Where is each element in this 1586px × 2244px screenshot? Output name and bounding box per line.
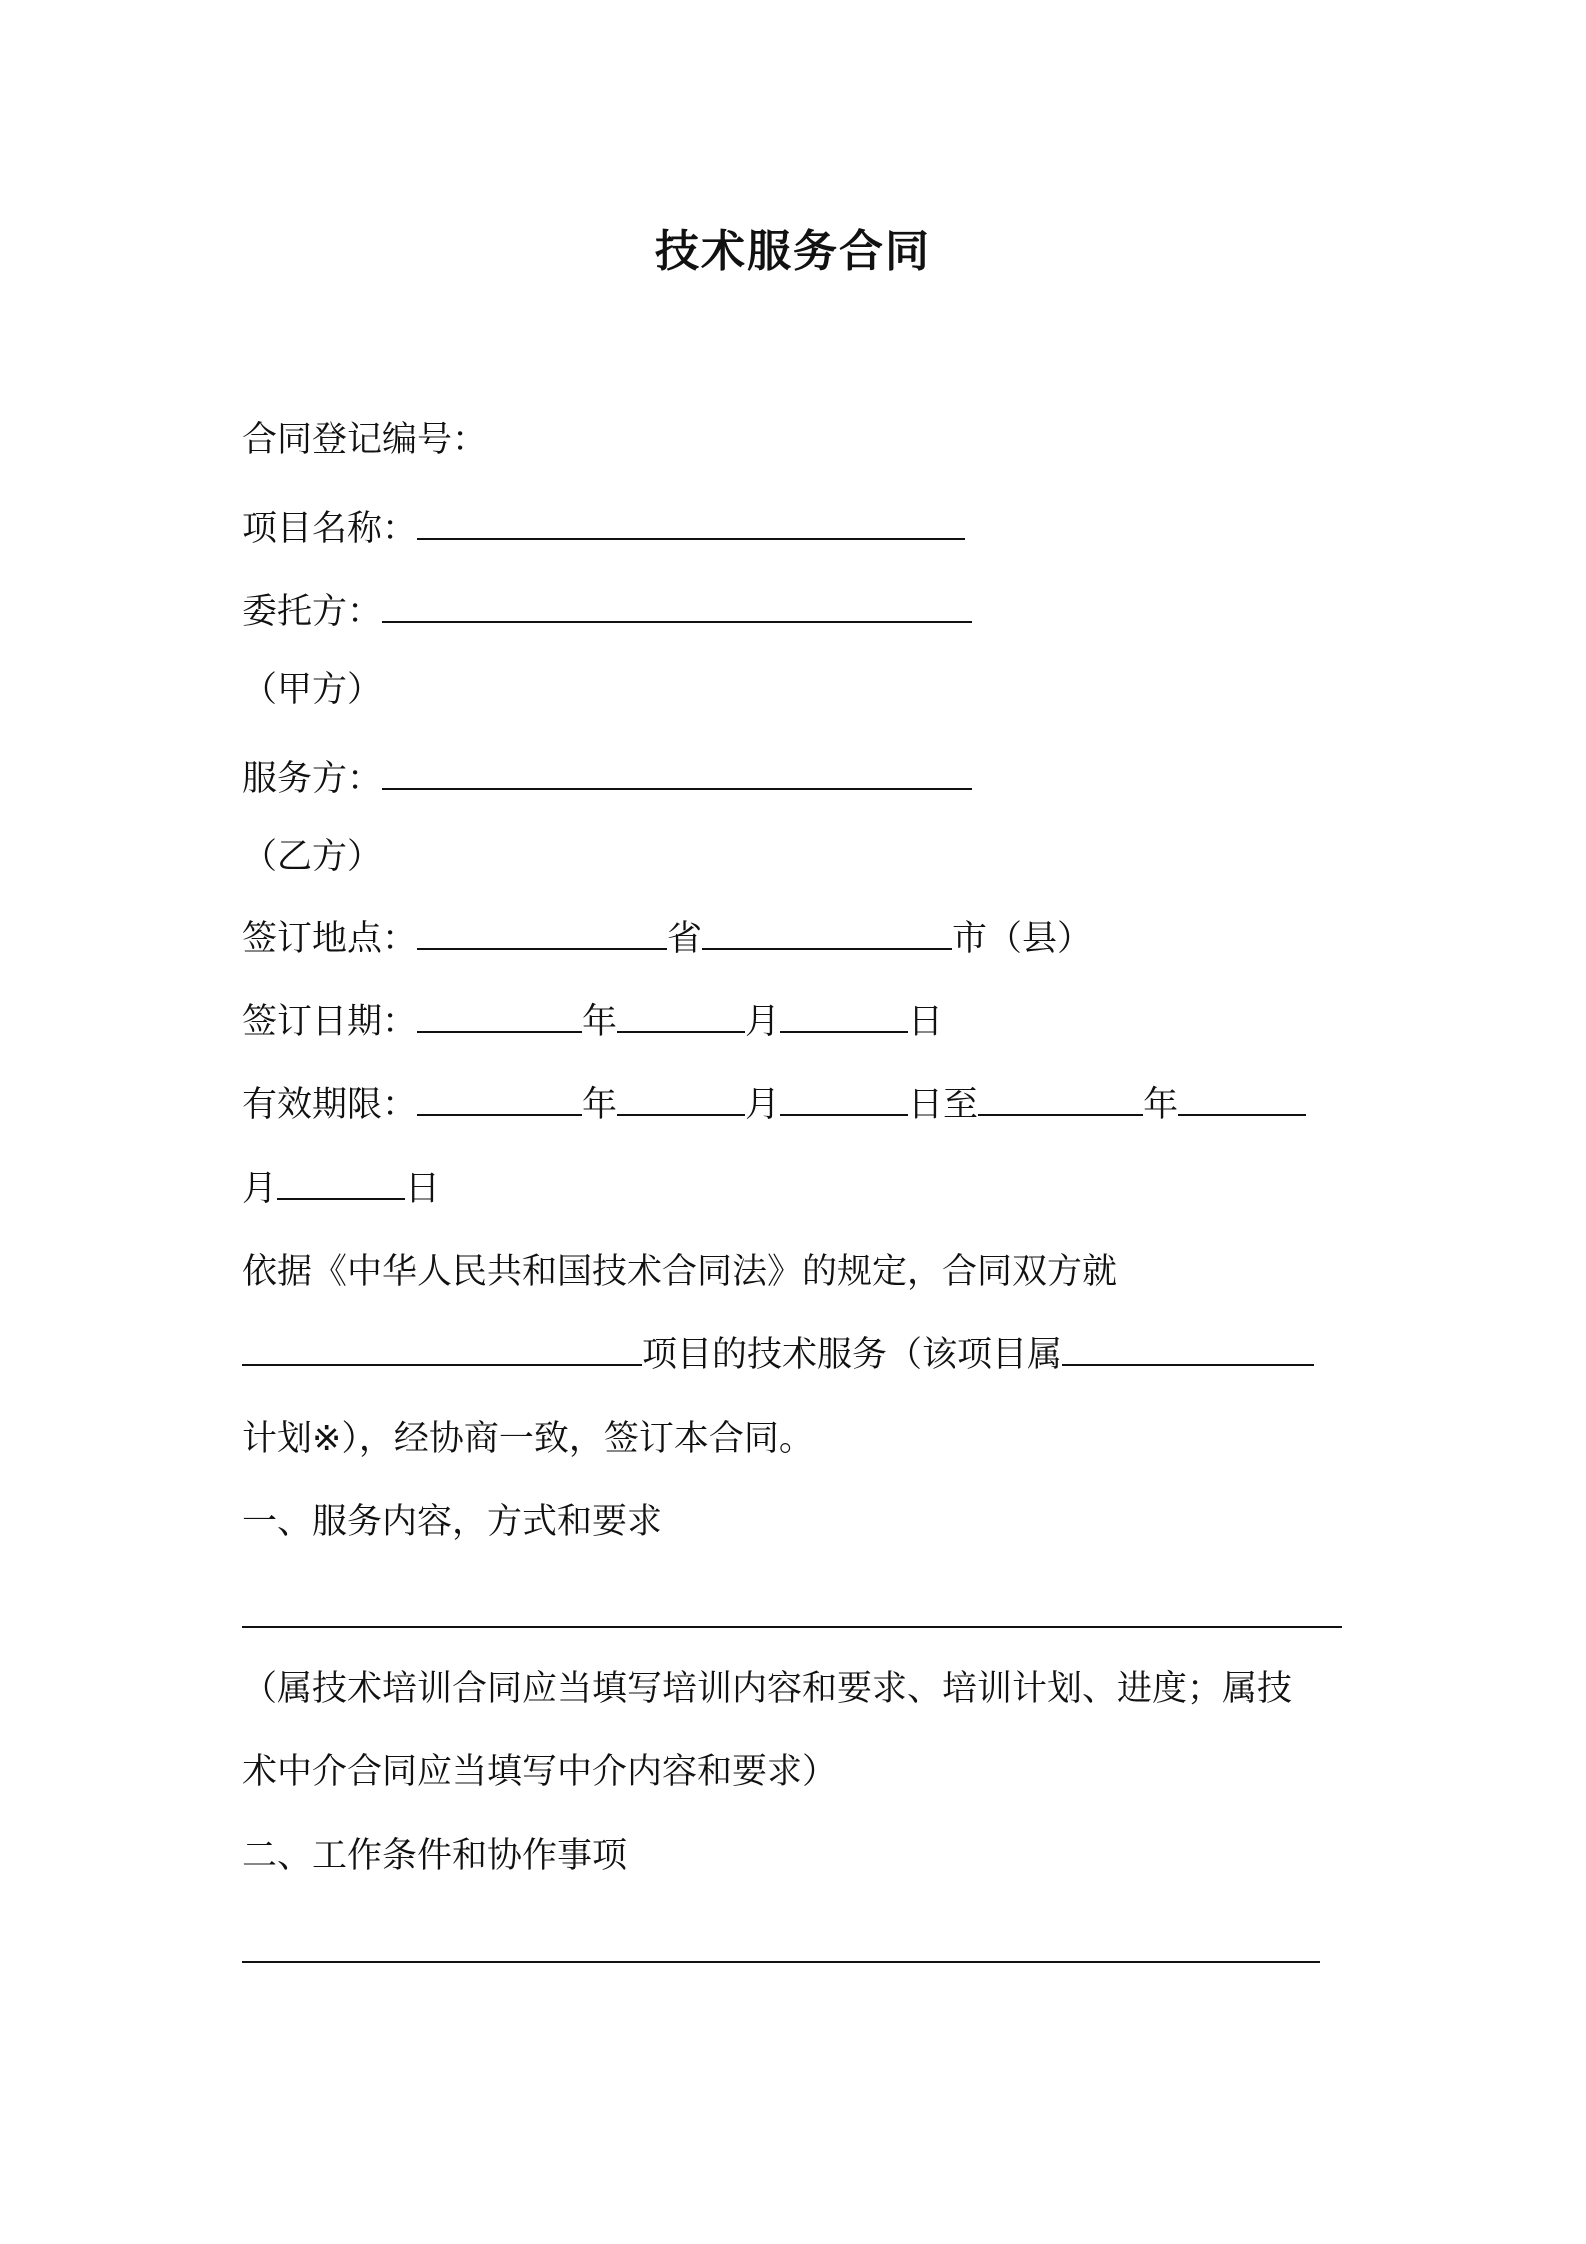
- sign-month-blank[interactable]: [617, 1001, 745, 1033]
- document-title: 技术服务合同: [655, 226, 931, 277]
- start-year-label: 年: [582, 1085, 618, 1125]
- client-row: [242, 590, 972, 634]
- end-year-blank[interactable]: [978, 1084, 1143, 1116]
- section-2-heading-row: [242, 1834, 627, 1878]
- end-year-label: 年: [1143, 1085, 1179, 1125]
- start-year-blank[interactable]: [417, 1084, 582, 1116]
- section-1-heading-row: [242, 1500, 662, 1544]
- province-label: 省: [667, 919, 703, 959]
- preamble-line-1: [242, 1250, 1117, 1294]
- preamble-line-2: [242, 1333, 1314, 1377]
- section-1-note-text-1: （属技术培训合同应当填写培训内容和要求、培训计划、进度；属技: [242, 1669, 1293, 1709]
- sign-day-blank[interactable]: [780, 1001, 908, 1033]
- project-blank[interactable]: [242, 1334, 642, 1366]
- section-1-heading: 一、服务内容，方式和要求: [242, 1502, 663, 1542]
- sign-date-label: 签订日期：: [242, 1002, 418, 1042]
- start-month-label: 月: [745, 1085, 781, 1125]
- day-to-label: 日至: [908, 1085, 979, 1125]
- project-name-blank[interactable]: [417, 508, 965, 540]
- preamble-text-1: 依据《中华人民共和国技术合同法》的规定，合同双方就: [242, 1252, 1118, 1292]
- sign-day-label: 日: [908, 1002, 944, 1042]
- start-month-blank[interactable]: [617, 1084, 745, 1116]
- end-day-blank[interactable]: [277, 1168, 405, 1200]
- province-blank[interactable]: [417, 918, 667, 950]
- sign-month-label: 月: [745, 1002, 781, 1042]
- end-day-label: 日: [405, 1169, 441, 1209]
- section-2-content-blank[interactable]: [242, 1961, 1320, 1963]
- end-month-label: 月: [242, 1169, 278, 1209]
- preamble-text-2: 项目的技术服务（该项目属: [642, 1335, 1063, 1375]
- plan-blank[interactable]: [1062, 1334, 1314, 1366]
- party-b-label: （乙方）: [242, 837, 383, 877]
- valid-period-label: 有效期限：: [242, 1085, 418, 1125]
- sign-year-label: 年: [582, 1002, 618, 1042]
- preamble-text-3: 计划※），经协商一致，签订本合同。: [242, 1419, 814, 1459]
- start-day-blank[interactable]: [780, 1084, 908, 1116]
- party-a-label: （甲方）: [242, 670, 383, 710]
- party-b-row: [242, 835, 382, 879]
- party-a-row: [242, 668, 382, 712]
- registration-number-label: 合同登记编号：: [242, 420, 488, 460]
- provider-blank[interactable]: [382, 758, 972, 790]
- valid-period-row: [242, 1083, 1306, 1127]
- sign-place-label: 签订地点：: [242, 919, 418, 959]
- section-1-note-line-2: [242, 1750, 837, 1794]
- section-1-note-text-2: 术中介合同应当填写中介内容和要求）: [242, 1752, 838, 1792]
- sign-place-row: [242, 917, 1092, 961]
- section-1-note-line-1: [242, 1667, 1292, 1711]
- end-month-blank-part1[interactable]: [1178, 1084, 1306, 1116]
- registration-number-row: [242, 418, 487, 462]
- sign-year-blank[interactable]: [417, 1001, 582, 1033]
- preamble-line-3: [242, 1417, 814, 1461]
- valid-period-row-continued: [242, 1167, 440, 1211]
- city-blank[interactable]: [702, 918, 952, 950]
- provider-label: 服务方：: [242, 759, 383, 799]
- client-blank[interactable]: [382, 591, 972, 623]
- project-name-row: [242, 507, 965, 551]
- client-label: 委托方：: [242, 592, 383, 632]
- sign-date-row: [242, 1000, 943, 1044]
- provider-row: [242, 757, 972, 801]
- project-name-label: 项目名称：: [242, 509, 418, 549]
- section-2-heading: 二、工作条件和协作事项: [242, 1836, 628, 1876]
- section-1-content-blank[interactable]: [242, 1626, 1342, 1628]
- city-county-label: 市（县）: [952, 919, 1093, 959]
